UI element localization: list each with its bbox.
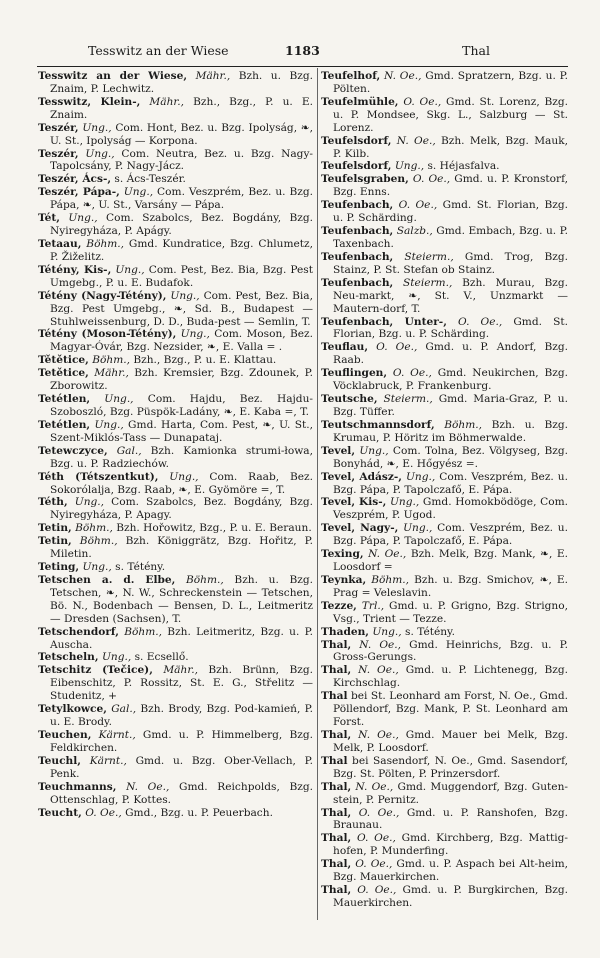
entry-headword: Tezze, xyxy=(321,599,357,612)
entry-headword: Teufelsdorf, xyxy=(321,160,392,173)
entry-region: Mähr., xyxy=(163,664,198,677)
entry-details: Gmd. Kirchberg, Bzg. Mattig-hofen, P. Munderfing. xyxy=(333,832,568,858)
entry-details: Bzh. Murau, Bzg. Neu-markt, ❧, St. V., Unzmarkt — Mautern-dorf, T. xyxy=(333,276,568,315)
directory-entry xyxy=(38,651,313,664)
entry-headword: Tětětice, xyxy=(38,354,89,367)
directory-entry xyxy=(38,496,313,522)
entry-details: Gmd. Maria-Graz, P. u. Bzg. Tüffer. xyxy=(333,393,568,418)
entry-details: Gmd. Trog, Bzg. Stainz, P. St. Stefan ob Stainz. xyxy=(333,250,568,276)
directory-entry xyxy=(38,173,313,186)
entry-details: Bzh. u. Bzg. Znaim, P. Lechwitz. xyxy=(50,70,313,95)
entry-region: Ung., xyxy=(74,496,105,509)
directory-entry xyxy=(321,316,568,342)
entry-region: Ung., xyxy=(169,470,199,483)
entry-details: Com. Veszprém, Bez. u. Bzg. Pápa, P. Tapolczafő, E. Pápa. xyxy=(333,522,568,548)
entry-headword: Teufelsdorf, xyxy=(321,134,392,147)
entry-headword: Tetylkowce, xyxy=(38,703,107,716)
entry-headword: Tetschen a. d. Elbe, xyxy=(38,573,176,586)
entry-region: Gal., xyxy=(111,703,137,716)
entry-headword: Thal xyxy=(321,690,348,703)
entry-region: O. Oe., xyxy=(403,95,442,108)
entry-headword: Teufenbach, xyxy=(321,250,394,263)
entry-region: N. Oe., xyxy=(384,70,422,82)
directory-entry xyxy=(38,70,313,96)
directory-entry xyxy=(38,212,313,238)
left-column xyxy=(38,70,313,922)
entry-details: Gmd. u. Bzg. Ober-Vellach, P. Penk. xyxy=(50,754,313,780)
entry-headword: Thal, xyxy=(321,664,352,677)
entry-region: Salzb., xyxy=(396,225,433,238)
entry-headword: Tetětice, xyxy=(38,367,89,380)
directory-entry xyxy=(321,199,568,225)
column-divider xyxy=(317,68,318,920)
directory-entry xyxy=(38,419,313,445)
entry-details: Gmd. Heinrichs, Bzg. u. P. Gross-Gerungs. xyxy=(333,638,568,664)
directory-entry xyxy=(38,393,313,419)
directory-entry xyxy=(38,664,313,703)
entry-details: Bzh. Kamionka strumi-łowa, Bzg. u. P. Radziechów. xyxy=(50,444,313,470)
entry-details: Gmd. u. P. Aspach bei Alt-heim, Bzg. Mauerkirchen. xyxy=(333,858,568,884)
directory-entry xyxy=(321,471,568,497)
header-left-keyword: Tesswitz an der Wiese xyxy=(88,43,229,58)
entry-headword: Teucht, xyxy=(38,806,82,819)
entry-headword: Teutsche, xyxy=(321,393,378,406)
entry-region: Steierm., xyxy=(404,250,454,263)
entry-details: bei St. Leonhard am Forst, N. Oe., Gmd. Pöllendorf, Bzg. Mank, P. St. Leonhard am Forst. xyxy=(333,690,568,729)
entry-headword: Texing, xyxy=(321,548,364,561)
entry-headword: Thal, xyxy=(321,780,352,793)
directory-entry xyxy=(38,367,313,393)
directory-entry xyxy=(321,690,568,729)
entry-details: Gmd. Reichpolds, Bzg. Ottenschlag, P. Kottes. xyxy=(50,780,313,806)
entry-headword: Tevel, xyxy=(321,444,356,457)
entry-headword: Thal xyxy=(321,754,348,767)
entry-details: Bzh., Bzg., P. u. E. Znaim. xyxy=(50,95,313,121)
entry-details: Gmd. u. P. Andorf, Bzg. Raab. xyxy=(333,341,568,367)
directory-entry xyxy=(321,225,568,251)
entry-details: Gmd. Embach, Bzg. u. P. Taxenbach. xyxy=(333,225,568,250)
entry-region: Böhm., xyxy=(75,522,113,535)
entry-headword: Thal, xyxy=(321,832,352,845)
directory-entry xyxy=(321,574,568,600)
entry-headword: Teuflingen, xyxy=(321,367,388,380)
entry-region: Kärnt., xyxy=(89,754,127,767)
entry-region: N. Oe., xyxy=(396,134,436,147)
entry-region: O. Oe., xyxy=(358,806,400,819)
entry-details: Com. Hajdu, Bez. Hajdu-Szoboszló, Bzg. Püspök-Ladány, ❧, E. Kaba =, T. xyxy=(50,393,313,418)
directory-entry xyxy=(321,367,568,393)
entry-region: Böhm., xyxy=(86,237,125,250)
entry-details: Bzh. u. Bzg. Tetschen, ❧, N. W., Schreckenstein — Tetschen, Bö. N., Bodenbach — Bensen, D. L., Leitmeritz — Dresden (Sachsen), T. xyxy=(50,573,313,625)
entry-headword: Tetin, xyxy=(38,522,72,535)
entry-region: Ung., xyxy=(123,186,154,199)
entry-region: Ung., xyxy=(170,289,200,302)
directory-entry xyxy=(321,522,568,548)
directory-entry xyxy=(38,755,313,781)
directory-entry xyxy=(321,832,568,858)
entry-details: Com. Hont, Bez. u. Bzg. Ipolyság, ❧, U. St., Ipolyság — Korpona. xyxy=(50,121,313,147)
entry-details: Gmd. Kundratice, Bzg. Chlumetz, P. Žiželitz. xyxy=(50,237,313,263)
directory-entry xyxy=(321,781,568,807)
directory-entry xyxy=(321,135,568,161)
directory-entry xyxy=(321,548,568,574)
entry-details: Gmd. u. P. Kronstorf, Bzg. Enns. xyxy=(333,173,568,199)
entry-region: Ung., xyxy=(403,522,433,535)
entry-headword: Teutschmannsdorf, xyxy=(321,418,435,431)
entry-details: Bzh. Brünn, Bzg. Eibenschitz, P. Rossitz, St. E. G., Střelitz — Studenitz, + xyxy=(50,664,313,703)
entry-region: Ung., xyxy=(180,328,210,341)
entry-headword: Teszér, Ács-, xyxy=(38,173,112,186)
entry-details: Gmd. Homokbödöge, Com. Veszprém, P. Ugod. xyxy=(333,496,568,522)
entry-region: Böhm., xyxy=(186,573,224,586)
entry-details: s. Ács-Teszér. xyxy=(111,173,186,186)
entry-region: Ung., xyxy=(372,625,402,638)
entry-details: Gmd. Mauer bei Melk, Bzg. Melk, P. Loosdorf. xyxy=(333,729,568,754)
directory-entry xyxy=(321,755,568,781)
entry-details: Bzh. Hořowitz, Bzg., P. u. E. Beraun. xyxy=(112,522,312,535)
entry-details: Bzh. Melk, Bzg. Mauk, P. Kilb. xyxy=(333,134,568,160)
entry-region: O. Oe., xyxy=(412,173,451,186)
entry-region: Ung., xyxy=(405,470,436,483)
entry-headword: Tesswitz, Klein-, xyxy=(38,95,141,108)
entry-region: O. Oe., xyxy=(355,858,393,871)
directory-entry xyxy=(38,96,313,122)
entry-region: Böhm., xyxy=(371,573,410,586)
entry-details: Bzh., Bzg., P. u. E. Klattau. xyxy=(130,354,277,367)
entry-headword: Teuchen, xyxy=(38,729,92,742)
directory-entry xyxy=(38,807,313,820)
entry-details: Gmd. Spratzern, Bzg. u. P. Pölten. xyxy=(333,70,568,95)
entry-details: Gmd. St. Florian, Bzg. u. P. Schärding. xyxy=(333,315,568,341)
entry-headword: Thal, xyxy=(321,884,352,897)
entry-region: O. Oe., xyxy=(357,884,397,897)
entry-region: Ung., xyxy=(389,496,420,509)
entry-details: Com. Tolna, Bez. Völgyseg, Bzg. Bonyhád, ❧, E. Hőgyész =. xyxy=(333,444,568,470)
entry-details: Com. Veszprém, Bez. u. Bzg. Pápa, ❧, U. St., Varsány — Pápa. xyxy=(50,186,313,212)
entry-region: Ung., xyxy=(85,147,115,160)
directory-entry xyxy=(38,238,313,264)
entry-region: Ung., xyxy=(104,393,134,406)
entry-details: Gmd. Neukirchen, Bzg. Vöcklabruck, P. Frankenburg. xyxy=(333,367,568,393)
header-right-keyword: Thal xyxy=(462,43,490,58)
entry-region: Mähr., xyxy=(195,70,231,82)
entry-region: N. Oe., xyxy=(358,664,399,677)
directory-entry xyxy=(38,445,313,471)
directory-entry xyxy=(321,626,568,639)
directory-entry xyxy=(321,160,568,173)
entry-details: s. Héjasfalva. xyxy=(424,160,500,173)
entry-headword: Tetschendorf, xyxy=(38,625,119,638)
entry-headword: Tetétlen, xyxy=(38,393,91,406)
directory-entry xyxy=(321,807,568,833)
entry-headword: Teufenbach, Unter-, xyxy=(321,315,447,328)
directory-entry xyxy=(38,535,313,561)
entry-region: Mähr., xyxy=(94,367,129,380)
directory-entry xyxy=(38,186,313,212)
entry-region: Ung., xyxy=(94,418,124,431)
entry-details: s. Tétény. xyxy=(401,625,456,638)
entry-details: Com. Neutra, Bez. u. Bzg. Nagy-Tapolcsány, P. Nagy-Jácz. xyxy=(50,147,313,173)
directory-entry xyxy=(321,600,568,626)
entry-region: Böhm., xyxy=(124,625,163,638)
entry-details: Com. Szabolcs, Bez. Bogdány, Bzg. Nyiregyháza, P. Apagy. xyxy=(50,496,313,522)
entry-region: Böhm., xyxy=(444,418,482,431)
entry-details: Com. Moson, Bez. Magyar-Óvár, Bzg. Nezsider, ❧, E. Valla = . xyxy=(50,328,313,354)
entry-details: Gmd. Muggendorf, Bzg. Guten-stein, P. Pernitz. xyxy=(333,780,568,806)
entry-details: s. Tétény. xyxy=(111,561,166,574)
directory-entry xyxy=(38,354,313,367)
entry-details: Bzh. Königgrätz, Bzg. Hořitz, P. Miletin. xyxy=(50,535,313,561)
directory-entry xyxy=(321,729,568,755)
directory-entry xyxy=(38,122,313,148)
directory-entry xyxy=(321,858,568,884)
entry-headword: Thal, xyxy=(321,858,352,871)
entry-headword: Tetaau, xyxy=(38,237,82,250)
entry-details: Gmd. St. Florian, Bzg. u. P. Schärding. xyxy=(333,199,568,225)
entry-headword: Teuflau, xyxy=(321,341,369,354)
entry-region: Ung., xyxy=(359,444,389,457)
entry-region: O. Oe., xyxy=(398,199,438,212)
directory-entry xyxy=(321,277,568,316)
entry-headword: Teufelmühle, xyxy=(321,95,399,108)
entry-headword: Tevel, Adász-, xyxy=(321,470,402,483)
entry-headword: Thal, xyxy=(321,806,352,819)
entry-region: Steierm., xyxy=(403,276,453,289)
directory-entry xyxy=(321,251,568,277)
directory-entry xyxy=(321,341,568,367)
directory-entry xyxy=(321,70,568,96)
entry-headword: Tevel, Nagy-, xyxy=(321,522,399,535)
directory-entry xyxy=(321,445,568,471)
entry-details: Bzh. u. Bzg. Krumau, P. Höritz im Böhmerwalde. xyxy=(333,418,568,444)
entry-region: N. Oe., xyxy=(355,780,394,793)
entry-details: Bzh. Leitmeritz, Bzg. u. P. Auscha. xyxy=(50,625,313,651)
entry-region: Gal., xyxy=(116,444,142,457)
entry-headword: Tetewczyce, xyxy=(38,444,108,457)
entry-details: Bzh. Brody, Bzg. Pod-kamień, P. u. E. Brody. xyxy=(50,703,313,729)
entry-region: Mähr., xyxy=(149,95,185,108)
directory-entry xyxy=(38,471,313,497)
page-header xyxy=(0,40,600,60)
entry-region: Trl., xyxy=(361,599,385,612)
entry-region: Ung., xyxy=(82,121,112,134)
directory-entry xyxy=(38,328,313,354)
directory-entry xyxy=(38,574,313,626)
entry-headword: Tétény, Kis-, xyxy=(38,263,112,276)
entry-details: Gmd. St. Lorenz, Bzg. u. P. Mondsee, Skg. L., Salzburg — St. Lorenz. xyxy=(333,95,568,134)
entry-details: Com. Raab, Bez. Sokorólalja, Bzg. Raab, ❧, E. Gyömöre =, T. xyxy=(50,470,313,496)
page-number: 1183 xyxy=(285,43,320,58)
entry-details: Bzh. Kremsier, Bzg. Zdounek, P. Zborowitz. xyxy=(50,367,313,393)
entry-headword: Téth (Tétszentkut), xyxy=(38,470,159,483)
entry-region: Ung., xyxy=(101,651,132,664)
entry-region: N. Oe., xyxy=(368,548,407,561)
entry-headword: Tetscheln, xyxy=(38,651,99,664)
entry-region: Böhm., xyxy=(92,354,130,367)
directory-entry xyxy=(321,173,568,199)
entry-headword: Teufenbach, xyxy=(321,199,394,212)
entry-region: O. Oe., xyxy=(376,341,418,354)
entry-headword: Tevel, Kis-, xyxy=(321,496,387,509)
directory-entry xyxy=(38,148,313,174)
directory-entry xyxy=(38,290,313,329)
entry-headword: Teufenbach, xyxy=(321,225,394,238)
entry-headword: Tesswitz an der Wiese, xyxy=(38,70,188,82)
entry-region: Ung., xyxy=(68,212,98,225)
entry-headword: Teuchl, xyxy=(38,754,81,767)
directory-entry xyxy=(321,884,568,910)
entry-details: Gmd. u. P. Himmelberg, Bzg. Feldkirchen. xyxy=(50,729,313,754)
entry-headword: Tetétlen, xyxy=(38,418,91,431)
entry-region: N. Oe., xyxy=(358,729,399,742)
entry-headword: Tét, xyxy=(38,212,60,225)
directory-entry xyxy=(38,264,313,290)
entry-details: Com. Veszprém, Bez. u. Bzg. Pápa, P. Tapolczafő, E. Pápa. xyxy=(333,470,568,496)
entry-region: Ung., xyxy=(394,160,425,173)
entry-headword: Teufelhof, xyxy=(321,70,381,82)
entry-details: Bzh. Melk, Bzg. Mank, ❧, E. Loosdorf = xyxy=(333,548,568,574)
entry-region: Kärnt., xyxy=(98,729,136,742)
entry-headword: Teting, xyxy=(38,561,80,574)
entry-details: Gmd., Bzg. u. P. Peuerbach. xyxy=(121,806,273,819)
entry-headword: Thal, xyxy=(321,729,352,742)
entry-details: Com. Pest, Bez. Bia, Bzg. Pest Umgebg., P. u. E. Budafok. xyxy=(50,263,313,289)
entry-headword: Thal, xyxy=(321,638,352,651)
entry-details: Gmd. u. P. Grigno, Bzg. Strigno, Vsg., Trient — Tezze. xyxy=(333,599,568,625)
directory-entry xyxy=(38,703,313,729)
entry-region: N. Oe., xyxy=(126,780,170,793)
right-column xyxy=(321,70,568,922)
directory-entry xyxy=(321,664,568,690)
entry-region: Böhm., xyxy=(79,535,118,548)
entry-region: O. Oe., xyxy=(392,367,432,380)
entry-region: Ung., xyxy=(115,263,145,276)
entry-headword: Teszér, xyxy=(38,147,79,160)
entry-details: s. Ecsellő. xyxy=(131,651,189,664)
entry-region: N. Oe., xyxy=(359,638,402,651)
directory-entry xyxy=(321,639,568,665)
entry-headword: Téth, xyxy=(38,496,68,509)
entry-region: O. Oe., xyxy=(356,832,396,845)
entry-region: Ung., xyxy=(82,561,112,574)
directory-entry xyxy=(38,781,313,807)
entry-headword: Thaden, xyxy=(321,625,369,638)
entry-details: Gmd. u. P. Ranshofen, Bzg. Braunau. xyxy=(333,806,568,832)
entry-headword: Tetin, xyxy=(38,535,72,548)
entry-headword: Teufenbach, xyxy=(321,276,394,289)
entry-headword: Teynka, xyxy=(321,573,367,586)
directory-entry xyxy=(321,393,568,419)
entry-region: Steierm., xyxy=(383,393,433,406)
entry-headword: Tetschitz (Tečice), xyxy=(38,664,153,677)
entry-details: Gmd. u. P. Lichtenegg, Bzg. Kirchschlag. xyxy=(333,664,568,690)
entry-region: O. Oe., xyxy=(458,315,503,328)
directory-entry xyxy=(321,419,568,445)
entry-headword: Tétény (Nagy-Tétény), xyxy=(38,289,167,302)
entry-details: Gmd. u. P. Burgkirchen, Bzg. Mauerkirchen. xyxy=(333,884,568,909)
entry-headword: Teuchmanns, xyxy=(38,780,117,793)
entry-headword: Tétény (Moson-Tétény), xyxy=(38,328,177,341)
header-rule xyxy=(37,66,568,67)
directory-entry xyxy=(38,561,313,574)
directory-entry xyxy=(38,522,313,535)
entry-details: Com. Szabolcs, Bez. Bogdány, Bzg. Nyiregyháza, P. Apágy. xyxy=(50,212,313,238)
entry-region: O. Oe., xyxy=(85,806,122,819)
directory-entry xyxy=(321,496,568,522)
entry-details: Bzh. u. Bzg. Smichov, ❧, E. Prag = Veleslavin. xyxy=(333,573,568,599)
entry-headword: Teszér, Pápa-, xyxy=(38,186,120,199)
entry-details: bei Sasendorf, N. Oe., Gmd. Sasendorf, Bzg. St. Pölten, P. Prinzersdorf. xyxy=(333,754,568,780)
directory-entry xyxy=(321,96,568,135)
entry-headword: Teszér, xyxy=(38,121,79,134)
entry-details: Com. Pest, Bez. Bia, Bzg. Pest Umgebg., ❧, Sd. B., Budapest — Stuhlweissenburg, D. D., Buda-pest — Semlin, T. xyxy=(50,289,313,328)
directory-entry xyxy=(38,626,313,652)
entry-details: Gmd. Harta, Com. Pest, ❧, U. St., Szent-Miklós-Tass — Dunapataj. xyxy=(50,418,313,444)
entry-headword: Teufelsgraben, xyxy=(321,173,409,186)
directory-entry xyxy=(38,729,313,755)
